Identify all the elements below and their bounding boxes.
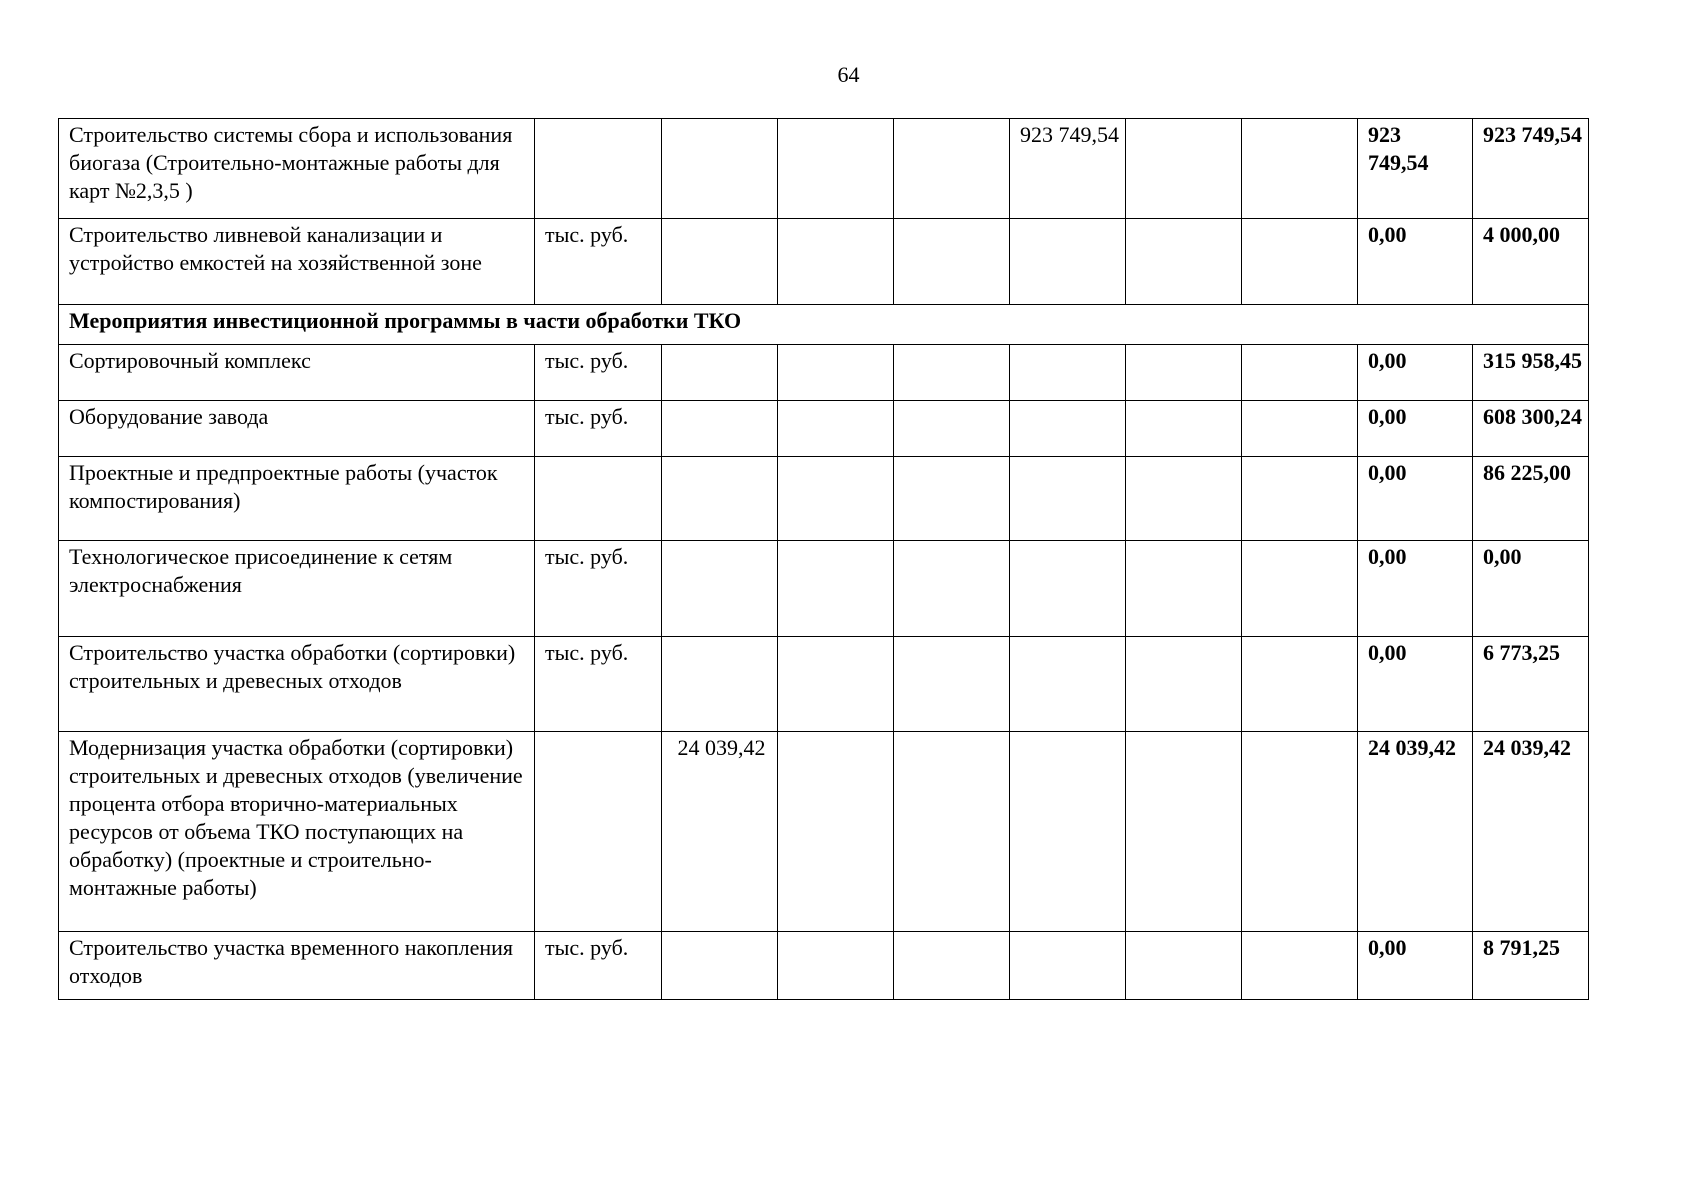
row-value: [894, 732, 1010, 932]
row-total: 4 000,00: [1473, 219, 1589, 305]
table-row: [59, 732, 1589, 932]
row-unit: [535, 457, 662, 541]
table-row: [59, 119, 1589, 219]
table-row: [59, 401, 1589, 457]
row-value: [1126, 401, 1242, 457]
row-value: [778, 732, 894, 932]
row-value: [894, 401, 1010, 457]
row-total: 608 300,24: [1473, 401, 1589, 457]
row-name: Строительство ливневой канализации и устройство емкостей на хозяйственной зоне: [59, 219, 535, 305]
row-value: [894, 637, 1010, 732]
row-value: [894, 932, 1010, 1000]
row-value: [778, 119, 894, 219]
row-value: [1242, 219, 1358, 305]
row-value: [662, 932, 778, 1000]
row-total: 0,00: [1358, 932, 1473, 1000]
row-value: [662, 119, 778, 219]
section-title: Мероприятия инвестиционной программы в части обработки ТКО: [59, 305, 1589, 345]
row-value: [662, 541, 778, 637]
row-value: [894, 345, 1010, 401]
row-total: 923 749,54: [1473, 119, 1589, 219]
row-value: [778, 637, 894, 732]
row-value: [1126, 732, 1242, 932]
row-value: [1010, 541, 1126, 637]
row-value: [778, 541, 894, 637]
row-value: [1242, 401, 1358, 457]
row-value: [1010, 457, 1126, 541]
row-unit: [535, 119, 662, 219]
table-row: [59, 932, 1589, 1000]
row-unit: тыс. руб.: [535, 637, 662, 732]
row-name: Технологическое присоединение к сетям электроснабжения: [59, 541, 535, 637]
table-row: [59, 541, 1589, 637]
row-value: [778, 401, 894, 457]
row-value: [662, 457, 778, 541]
row-total: 0,00: [1473, 541, 1589, 637]
table-row: [59, 345, 1589, 401]
page-number: 64: [837, 62, 860, 87]
row-value: [778, 932, 894, 1000]
row-name: Строительство системы сбора и использования биогаза (Строительно-монтажные работы для карт №2,3,5 ): [59, 119, 535, 219]
row-value: [778, 457, 894, 541]
row-unit: тыс. руб.: [535, 345, 662, 401]
row-value: 24 039,42: [662, 732, 778, 932]
row-value: [1242, 732, 1358, 932]
row-value: [662, 637, 778, 732]
row-name: Модернизация участка обработки (сортировки) строительных и древесных отходов (увеличение процента отбора вторично-материальных ресурсов от объема ТКО поступающих на обработку) (проектные и строительно-монтажные работы): [59, 732, 535, 932]
row-value: [662, 401, 778, 457]
investment-program-table: [58, 118, 1589, 1000]
row-value: [1242, 637, 1358, 732]
row-value: [1010, 732, 1126, 932]
row-value: [894, 541, 1010, 637]
row-total: 6 773,25: [1473, 637, 1589, 732]
row-name: Строительство участка обработки (сортировки) строительных и древесных отходов: [59, 637, 535, 732]
row-value: [1242, 119, 1358, 219]
table-row: [59, 219, 1589, 305]
row-value: [1242, 345, 1358, 401]
row-value: [1010, 637, 1126, 732]
row-value: [778, 345, 894, 401]
row-value: [894, 119, 1010, 219]
row-name: Проектные и предпроектные работы (участок компостирования): [59, 457, 535, 541]
row-value: [1126, 219, 1242, 305]
row-total: 0,00: [1358, 637, 1473, 732]
row-total: 86 225,00: [1473, 457, 1589, 541]
row-value: [1242, 541, 1358, 637]
row-value: [1010, 932, 1126, 1000]
row-value: [1242, 457, 1358, 541]
row-value: [662, 219, 778, 305]
row-name: Оборудование завода: [59, 401, 535, 457]
table-row: [59, 457, 1589, 541]
row-total: 0,00: [1358, 345, 1473, 401]
table-row: [59, 637, 1589, 732]
row-unit: тыс. руб.: [535, 541, 662, 637]
row-value: [1126, 932, 1242, 1000]
row-total: 315 958,45: [1473, 345, 1589, 401]
row-value: [1126, 637, 1242, 732]
row-value: [894, 457, 1010, 541]
row-value: [1010, 345, 1126, 401]
row-value: [1126, 541, 1242, 637]
row-unit: тыс. руб.: [535, 932, 662, 1000]
section-row: [59, 305, 1589, 345]
row-value: [1010, 219, 1126, 305]
row-total: 923 749,54: [1358, 119, 1473, 219]
row-total: 0,00: [1358, 401, 1473, 457]
row-total: 0,00: [1358, 219, 1473, 305]
row-value: [1126, 345, 1242, 401]
row-value: [1242, 932, 1358, 1000]
row-total: 0,00: [1358, 457, 1473, 541]
row-value: [778, 219, 894, 305]
row-total: 0,00: [1358, 541, 1473, 637]
row-value: [894, 219, 1010, 305]
row-name: Сортировочный комплекс: [59, 345, 535, 401]
row-unit: тыс. руб.: [535, 401, 662, 457]
row-value: 923 749,54: [1010, 119, 1126, 219]
row-total: 24 039,42: [1358, 732, 1473, 932]
row-total: 8 791,25: [1473, 932, 1589, 1000]
row-total: 24 039,42: [1473, 732, 1589, 932]
row-value: [662, 345, 778, 401]
row-value: [1126, 457, 1242, 541]
row-value: [1010, 401, 1126, 457]
row-name: Строительство участка временного накопления отходов: [59, 932, 535, 1000]
row-unit: тыс. руб.: [535, 219, 662, 305]
row-value: [1126, 119, 1242, 219]
row-unit: [535, 732, 662, 932]
